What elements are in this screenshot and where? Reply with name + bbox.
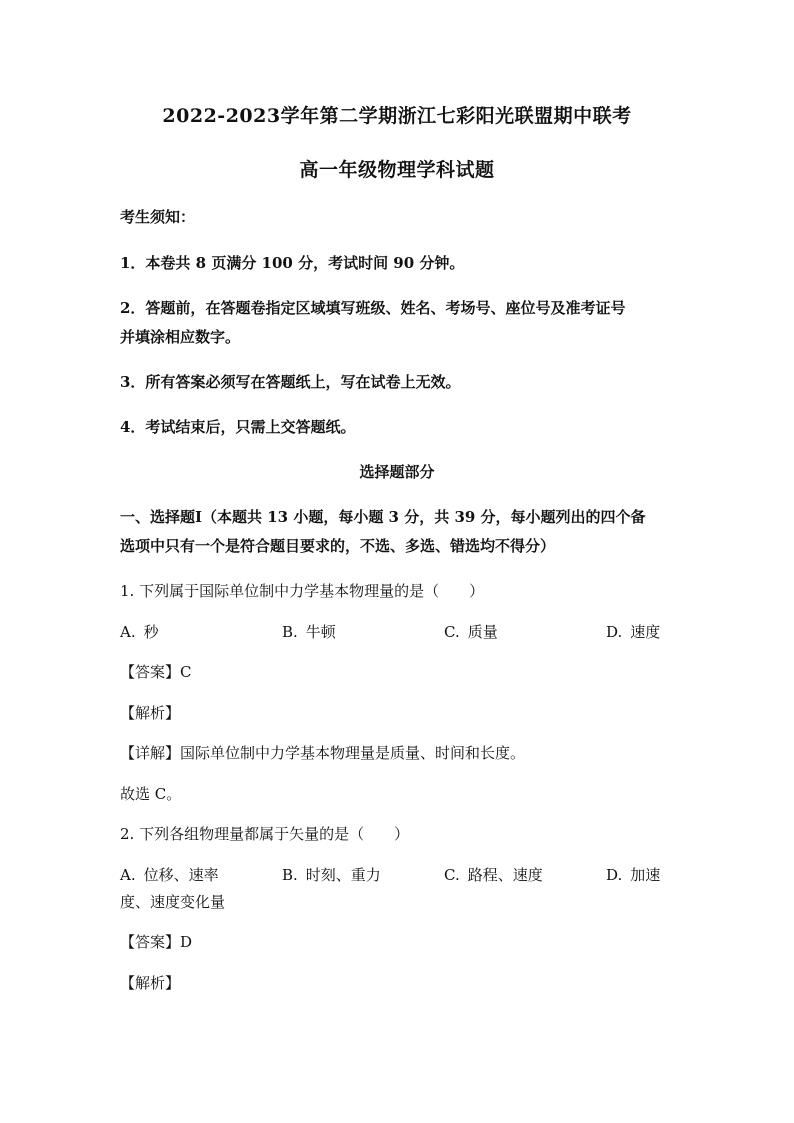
question-2-option-b: B. 时刻、重力: [282, 866, 381, 884]
question-1-answer: 【答案】C: [120, 663, 192, 681]
part1-instruction-line2: 选项中只有一个是符合题目要求的，不选、多选、错选均不得分）: [120, 537, 556, 555]
question-2-options: [120, 864, 680, 886]
notice-item-2-cont: 并填涂相应数字。: [120, 328, 241, 346]
notice-item-2: 2．答题前，在答题卷指定区域填写班级、姓名、考场号、座位号及准考证号: [120, 299, 626, 317]
question-2-option-a: A. 位移、速率: [120, 866, 219, 884]
question-1-option-d: D. 速度: [606, 623, 661, 641]
question-1-conclusion: 故选 C。: [120, 785, 182, 803]
exam-title-line2: 高一年级物理学科试题: [299, 159, 495, 181]
exam-title-line1: 2022-2023学年第二学期浙江七彩阳光联盟期中联考: [162, 105, 632, 127]
question-1-detail: 【详解】国际单位制中力学基本物理量是质量、时间和长度。: [120, 744, 526, 762]
notice-heading: 考生须知：: [120, 208, 196, 226]
question-1-analysis: 【解析】: [120, 704, 181, 722]
question-2-stem: 2. 下列各组物理量都属于矢量的是（ ）: [120, 825, 410, 843]
question-1-option-c: C. 质量: [444, 623, 498, 641]
section-title: 选择题部分: [359, 463, 435, 481]
question-1-options: [120, 621, 680, 643]
question-1-stem: 1. 下列属于国际单位制中力学基本物理量的是（ ）: [120, 582, 485, 600]
notice-item-3: 3．所有答案必须写在答题纸上，写在试卷上无效。: [120, 373, 461, 391]
question-2-option-d: D. 加速: [606, 866, 661, 884]
question-2-option-c: C. 路程、速度: [444, 866, 543, 884]
question-2-analysis: 【解析】: [120, 974, 181, 992]
notice-item-4: 4．考试结束后，只需上交答题纸。: [120, 418, 356, 436]
question-1-option-a: A. 秒: [120, 623, 159, 641]
question-2-answer: 【答案】D: [120, 933, 193, 951]
part1-instruction-line1: 一、选择题Ⅰ（本题共 13 小题，每小题 3 分，共 39 分，每小题列出的四个备: [120, 508, 646, 526]
question-2-option-d-wrap: 度、速度变化量: [120, 893, 226, 911]
notice-item-1: 1．本卷共 8 页满分 100 分，考试时间 90 分钟。: [120, 254, 465, 272]
question-1-option-b: B. 牛顿: [282, 623, 336, 641]
